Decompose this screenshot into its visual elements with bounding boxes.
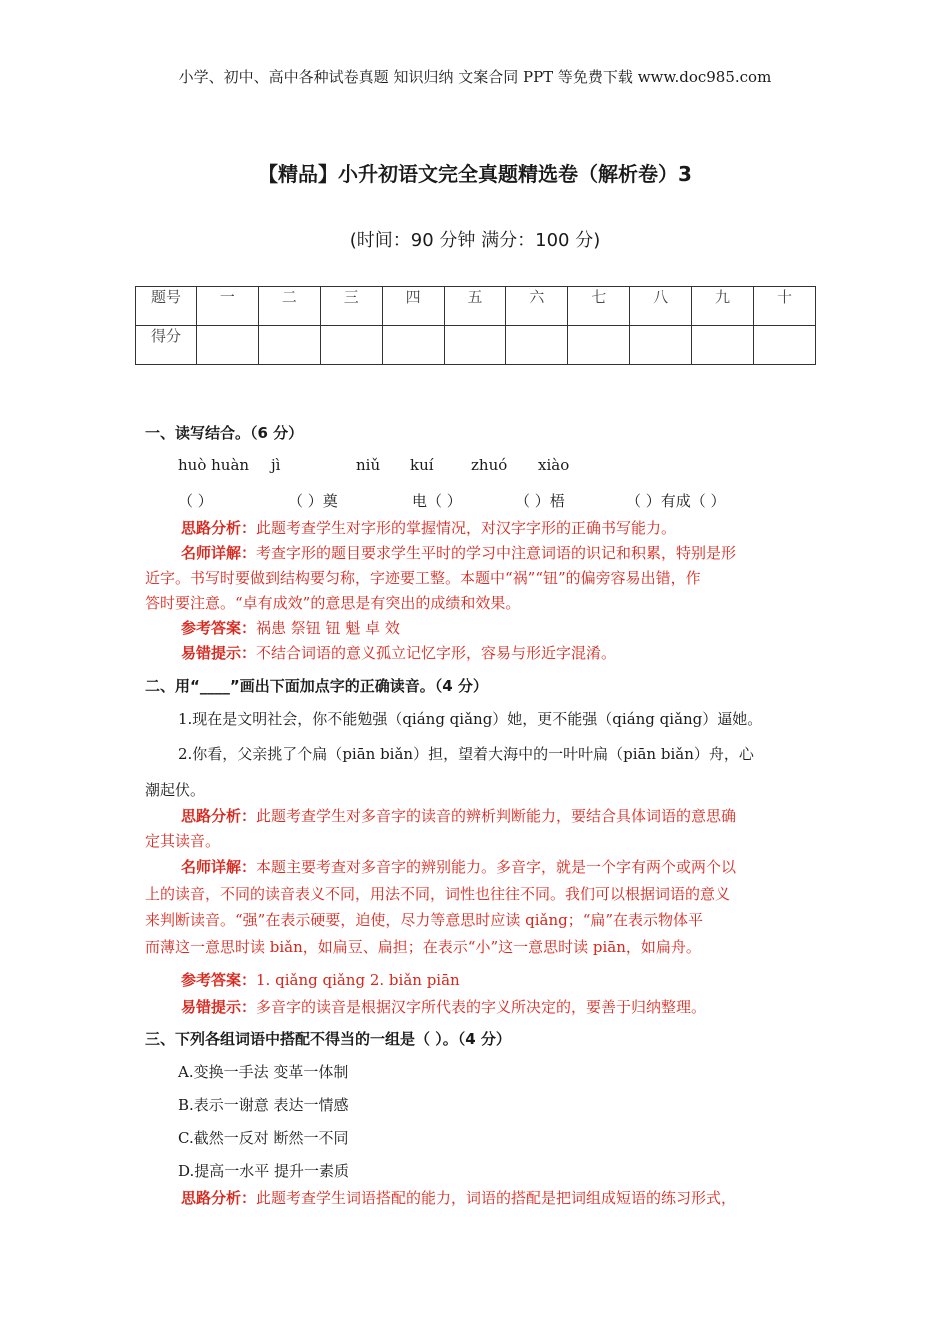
row-label: 题号 — [136, 287, 197, 326]
question-item-2-cont: 潮起伏。 — [145, 781, 206, 799]
score-cell[interactable] — [753, 326, 815, 365]
table-row — [136, 326, 816, 365]
score-cell[interactable] — [568, 326, 630, 365]
pinyin-5: zhuó — [471, 456, 508, 474]
column-header: 七 — [568, 287, 630, 326]
score-cell[interactable] — [320, 326, 382, 365]
question-item-2: 2.你看，父亲挑了个扁（piān biǎn）担，望着大海中的一叶叶扁（piān biǎn）舟，心 — [178, 745, 754, 763]
answer-blank[interactable]: （ ）奠 — [288, 492, 338, 510]
pinyin-1: huò huàn — [178, 456, 250, 474]
pinyin-2: jì — [271, 456, 281, 474]
reference-answer: 参考答案：1. qiǎng qiǎng 2. biǎn piān — [181, 971, 460, 989]
score-table — [135, 286, 816, 365]
column-header: 四 — [382, 287, 444, 326]
section2-heading: 二、用“____”画出下面加点字的正确读音。（4 分） — [145, 677, 488, 695]
score-cell[interactable] — [506, 326, 568, 365]
analysis-block: 思路分析：此题考查学生对字形的掌握情况，对汉字字形的正确书写能力。 — [181, 519, 677, 537]
column-header: 八 — [630, 287, 692, 326]
column-header: 五 — [444, 287, 506, 326]
column-header: 二 — [258, 287, 320, 326]
answer-blank[interactable]: （ ）梧 — [515, 492, 565, 510]
section3-heading: 三、下列各组词语中搭配不得当的一组是（ ）。（4 分） — [145, 1030, 511, 1048]
option-d[interactable]: D.提高一水平 提升一素质 — [178, 1162, 350, 1180]
pinyin-6: xiào — [538, 456, 570, 474]
section1-heading: 一、读写结合。（6 分） — [145, 424, 304, 442]
error-tip: 易错提示：不结合词语的意义孤立记忆字形，容易与形近字混淆。 — [181, 644, 617, 662]
column-header: 六 — [506, 287, 568, 326]
score-cell[interactable] — [444, 326, 506, 365]
analysis-block: 思路分析：此题考查学生词语搭配的能力，词语的搭配是把词组成短语的练习形式， — [181, 1189, 737, 1207]
pinyin-4: kuí — [410, 456, 434, 474]
exam-info: (时间：90 分钟 满分：100 分) — [349, 230, 601, 251]
column-header: 一 — [196, 287, 258, 326]
teacher-explanation: 名师详解：考查字形的题目要求学生平时的学习中注意词语的识记和积累，特别是形 近字。书写时要做到结构要匀称，字迹要工整。本题中“祸”“钮”的偏旁容易出错，作 答时要注意。“卓有成效”的意思是有突出的成绩和效果。 — [145, 544, 737, 612]
answer-blank[interactable]: （ ）有成（ ） — [626, 492, 726, 510]
score-cell[interactable] — [258, 326, 320, 365]
answer-blank[interactable]: 电（ ） — [412, 492, 462, 510]
reference-answer: 参考答案：祸患 祭钮 钮 魁 卓 效 — [181, 619, 400, 637]
score-cell[interactable] — [630, 326, 692, 365]
column-header: 三 — [320, 287, 382, 326]
analysis-block: 思路分析：此题考查学生对多音字的读音的辨析判断能力，要结合具体词语的意思确 定其读音。 — [145, 807, 737, 850]
pinyin-3: niǔ — [356, 456, 381, 474]
row-label: 得分 — [136, 326, 197, 365]
column-header: 九 — [692, 287, 754, 326]
column-header: 十 — [753, 287, 815, 326]
answer-blank[interactable]: （ ） — [178, 492, 213, 510]
score-cell[interactable] — [382, 326, 444, 365]
score-cell[interactable] — [692, 326, 754, 365]
score-cell[interactable] — [196, 326, 258, 365]
page-header: 小学、初中、高中各种试卷真题 知识归纳 文案合同 PPT 等免费下载 www.doc985.com — [178, 68, 772, 86]
table-row — [136, 287, 816, 326]
question-item-1: 1.现在是文明社会，你不能勉强（qiáng qiǎng）她，更不能强（qiáng qiǎng）逼她。 — [178, 710, 763, 728]
error-tip: 易错提示：多音字的读音是根据汉字所代表的字义所决定的，要善于归纳整理。 — [181, 998, 707, 1016]
page-title: 【精品】小升初语文完全真题精选卷（解析卷）3 — [258, 162, 692, 186]
option-c[interactable]: C.截然一反对 断然一不同 — [178, 1129, 349, 1147]
teacher-explanation: 名师详解：本题主要考查对多音字的辨别能力。多音字，就是一个字有两个或两个以 上的读音，不同的读音表义不同，用法不同，词性也往往不同。我们可以根据词语的意义 来判断读音。“强”在表示硬要，迫使，尽力等意思时应读 qiǎng；“扁”在表示物体平 而薄这一意思时读 biǎn，如扁豆、扁担；在表示“小”这一意思时读 piān，如扁舟。 — [145, 858, 737, 956]
option-b[interactable]: B.表示一谢意 表达一情感 — [178, 1096, 349, 1114]
option-a[interactable]: A.变换一手法 变革一体制 — [178, 1063, 349, 1081]
